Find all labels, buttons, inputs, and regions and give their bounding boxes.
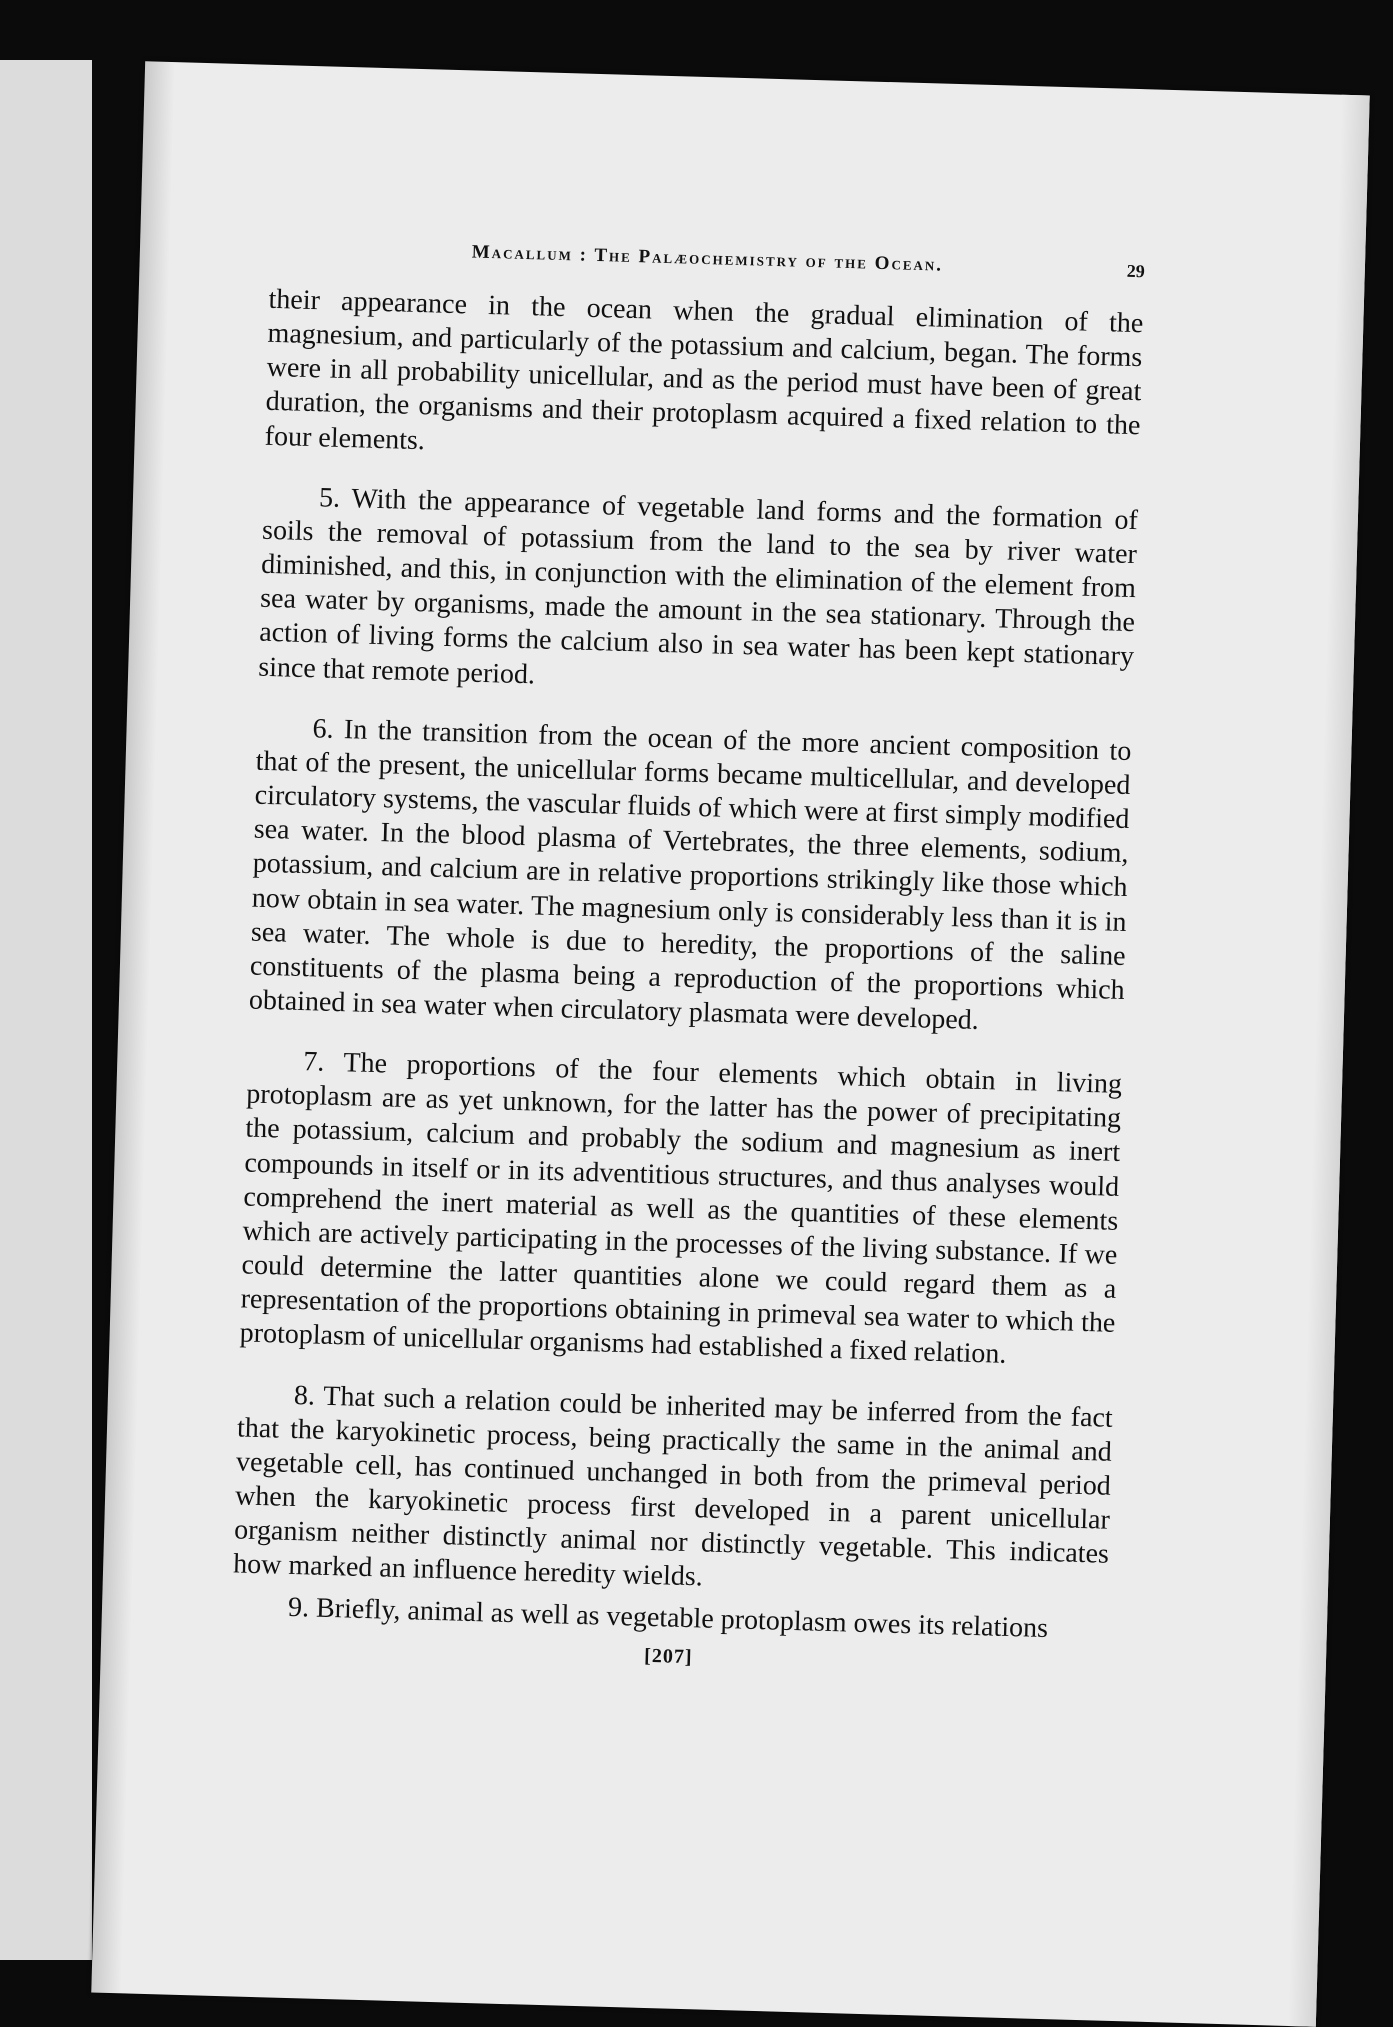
paragraph-9: 9. Briefly, animal as well as vegetable protoplasm owes its relations	[287, 1592, 1049, 1645]
gutter-shadow	[91, 61, 175, 1993]
paragraph-7: 7. The proportions of the four elements which obtain in living protoplasm are as yet unknown, for the latter has the power of precipitating the potassium, calcium and probably the sodium and magnesium as inert compounds in itself or in its adventitious structures, and thus analyses would comprehend the inert material as well as the quantities of these elements which are actively participating in the processes of the living substance. If we could determine the latter quantities alone we could regard them as a representation of the proportions obtaining in primeval sea water to which the protoplasm of unicellular organisms had established a fixed relation.	[239, 1046, 1123, 1371]
paragraph-5: 5. With the appearance of vegetable land forms and the formation of soils the removal of potassium from the land to the sea by river water diminished, and this, in conjunction with the elimination of the element from sea water by organisms, made the amount in the sea stationary. Through the action of living forms the calcium also in sea water has been kept stationary since that remote period.	[257, 482, 1139, 690]
page-number: 29	[1126, 260, 1146, 282]
page-edge	[1288, 95, 1370, 2027]
paragraph-6: 6. In the transition from the ocean of the more ancient composition to that of the present, the unicellular forms became multicellular, and developed circulatory systems, the vascular fluids of which were at first simply modified sea water. In the blood plasma of Vertebrates, the three elements, sodium, potassium, and calcium are in relative proportions strikingly like those which now obtain in sea water. The magnesium only is considerably less than it is in sea water. The whole is due to heredity, the proportions of the saline constituents of the plasma being a reproduction of the proportions which obtained in sea water when circulatory plasmata were developed.	[248, 712, 1132, 1036]
book-page	[91, 61, 1369, 2026]
page-text	[231, 235, 1145, 1681]
facing-page-edge	[0, 60, 92, 1960]
paragraph-8: 8. That such a relation could be inherited may be inferred from the fact that the karyokinetic process, being practically the same in the animal and vegetable cell, has continued unchanged in both from the primeval period when the karyokinetic process first developed in a parent unicellular organism neither distinctly animal nor distinctly vegetable. This indicates how marked an influence heredity wields.	[232, 1379, 1114, 1593]
paragraph-continued: their appearance in the ocean when the gradual elimination of the magnesium, and particularly of the potassium and calcium, began. The forms were in all probability unicellular, and as the period must have been of great duration, the organisms and their protoplasm acquired a fixed relation to the four elements.	[264, 283, 1144, 456]
folio-number: [207]	[643, 1644, 693, 1668]
running-title: Macallum : The Palæochemistry of the Ocean.	[471, 241, 944, 276]
